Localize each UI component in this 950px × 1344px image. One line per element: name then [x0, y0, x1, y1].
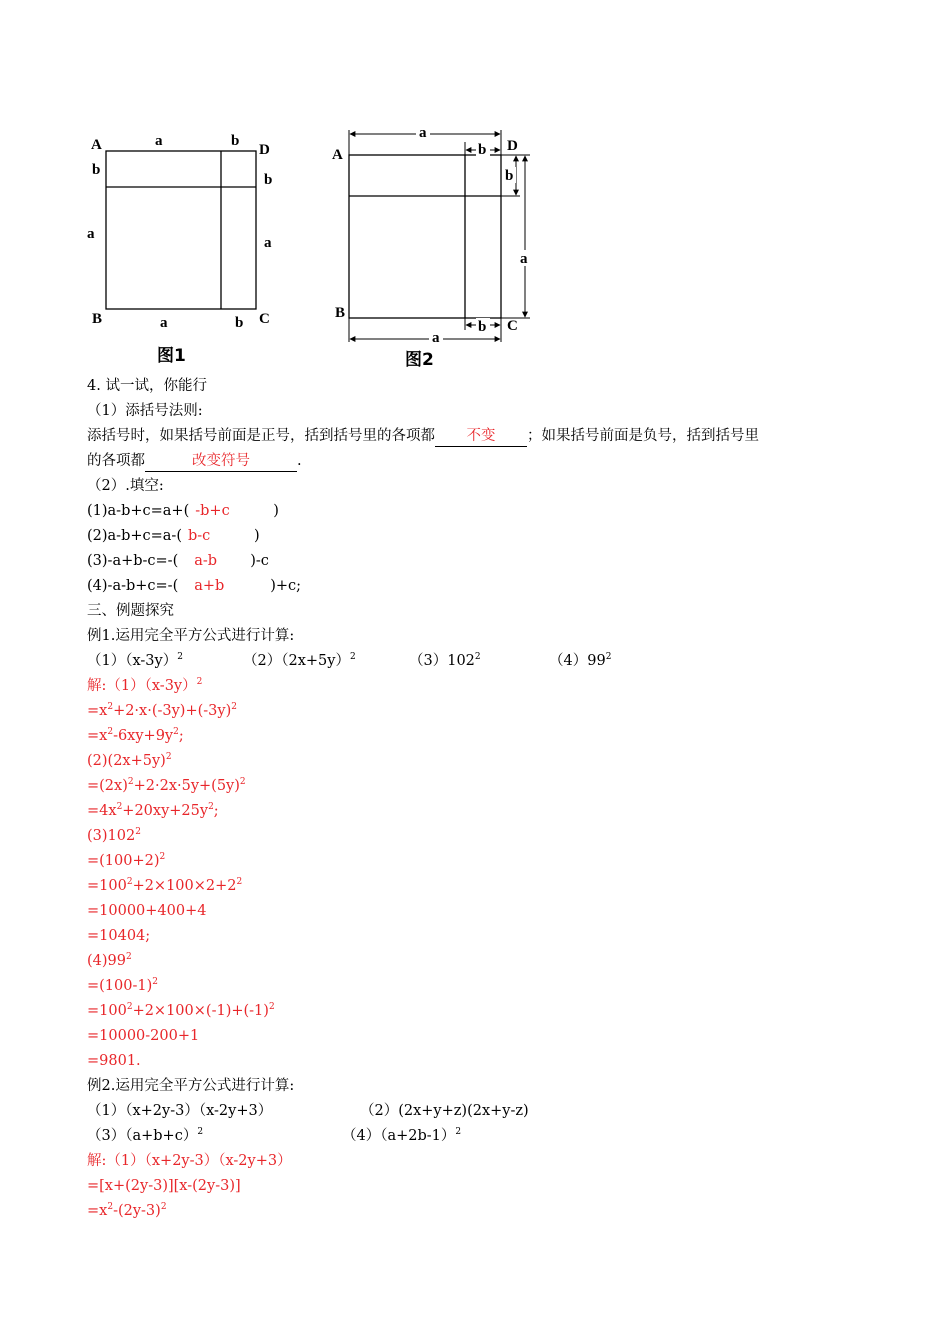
example2-questions-row2: $(3)(a+b+c)^2$ $(4)(a+2b-1)^2$ — [87, 1127, 462, 1144]
ex1-step: $=100^2+2\times 100\times(-1)+(-1)^2$ — [87, 1002, 275, 1019]
fig2-bottom-a: a — [432, 330, 440, 346]
example1-title: 例1.运用完全平方公式进行计算: — [87, 628, 295, 644]
fill-item-3: (3)-a+b-c=-( a-b )-c — [87, 549, 887, 574]
section4-title: 4. 试一试，你能行 — [87, 378, 207, 394]
rule-line-1: 添括号时，如果括号前面是正号，括到括号里的各项都 不变 ；如果括号前面是负号，括到括号里 — [87, 424, 887, 449]
fig1-right-a: a — [264, 235, 272, 251]
fig2-corner-c: C — [507, 318, 518, 334]
fig1-top-b: b — [231, 133, 240, 149]
fig1-corner-d: D — [259, 142, 270, 158]
ex1-step: $(3)102^2$ — [87, 827, 141, 844]
ex1-step: =10000-200+1 — [87, 1028, 200, 1044]
figure-1-diagram — [85, 130, 285, 370]
fig2-top-b: b — [478, 142, 487, 158]
figure-1 — [85, 130, 285, 370]
ex2-step: $=x^2-(2y-3)^2$ — [87, 1202, 167, 1219]
ex1-step: $=x^2-6xy+9y^2$; — [87, 727, 184, 744]
fill-answer-3: a-b — [194, 553, 218, 569]
figure-2 — [330, 122, 540, 374]
fig1-right-b: b — [264, 172, 273, 188]
example2-questions-row1: （1）（x+2y-3）（x-2y+3） （2）(2x+y+z)(2x+y-z) — [87, 1103, 529, 1119]
fig1-corner-a: A — [91, 137, 102, 153]
ex2-solution-1: 解:（1）（x+2y-3）（x-2y+3） — [87, 1153, 292, 1169]
ex1-step: =10000+400+4 — [87, 903, 207, 919]
ex1-step: $=(2x)^2+2\cdot 2x\cdot 5y+(5y)^2$ — [87, 777, 246, 794]
fill-item-2: (2)a-b+c=a-( b-c ) — [87, 524, 887, 549]
fig1-corner-b: B — [92, 311, 103, 327]
ex1-step: $=100^2+2\times 100\times 2+2^2$ — [87, 877, 243, 894]
section3-title: 三、例题探究 — [87, 603, 174, 619]
fill-answer-2: b-c — [188, 528, 211, 544]
fig2-bottom-b: b — [478, 319, 487, 335]
fig1-corner-c: C — [259, 311, 270, 327]
fig1-left-b: b — [92, 162, 101, 178]
rule-answer-1: 不变 — [435, 426, 527, 447]
fig2-top-a: a — [419, 125, 427, 141]
ex1-step: =10404; — [87, 928, 151, 944]
rule-heading: （1）添括号法则: — [87, 403, 203, 419]
fig1-bottom-b: b — [235, 315, 244, 331]
fig2-corner-b: B — [335, 305, 346, 321]
figure-2-diagram — [330, 122, 540, 374]
ex2-step: =[x+(2y-3)][x-(2y-3)] — [87, 1178, 241, 1194]
fig2-corner-d: D — [507, 138, 518, 154]
fig2-right-b: b — [505, 168, 514, 184]
fill-answer-1: -b+c — [195, 503, 230, 519]
ex1-step: $=(100-1)^2$ — [87, 977, 158, 994]
ex1-step: $(4)99^2$ — [87, 952, 132, 969]
ex1-step: $=x^2+2\cdot x\cdot(-3y)+(-3y)^2$ — [87, 702, 237, 719]
document-body — [87, 374, 887, 1224]
ex1-step: =9801. — [87, 1053, 141, 1069]
fig2-caption: 图2 — [405, 350, 434, 370]
fig1-left-a: a — [87, 226, 95, 242]
ex1-step: $(2)(2x+5y)^2$ — [87, 752, 172, 769]
fill-heading: （2）.填空: — [87, 478, 164, 494]
fig1-top-a: a — [155, 133, 163, 149]
fig2-right-a: a — [520, 251, 528, 267]
fig2-corner-a: A — [332, 147, 343, 163]
example1-questions: $(1)(x-3y)^2$ $(2)(2x+5y)^2$ $(3)102^2$ $(4)99^2$ — [87, 652, 612, 669]
fill-answer-4: a+b — [194, 578, 225, 594]
fill-item-1: (1)a-b+c=a+( -b+c ) — [87, 499, 887, 524]
fig1-caption: 图1 — [157, 346, 186, 366]
fig1-bottom-a: a — [160, 315, 168, 331]
ex1-step: $=(100+2)^2$ — [87, 852, 166, 869]
ex1-solution-1: 解$:(1)(x-3y)^2$ — [87, 677, 203, 694]
fill-item-4: (4)-a-b+c=-( a+b )+c; — [87, 574, 887, 599]
rule-answer-2: 改变符号 — [145, 451, 297, 472]
rule-line-2: 的各项都 改变符号 . — [87, 449, 887, 474]
example2-title: 例2.运用完全平方公式进行计算: — [87, 1078, 295, 1094]
ex1-step: $=4x^2+20xy+25y^2$; — [87, 802, 219, 819]
